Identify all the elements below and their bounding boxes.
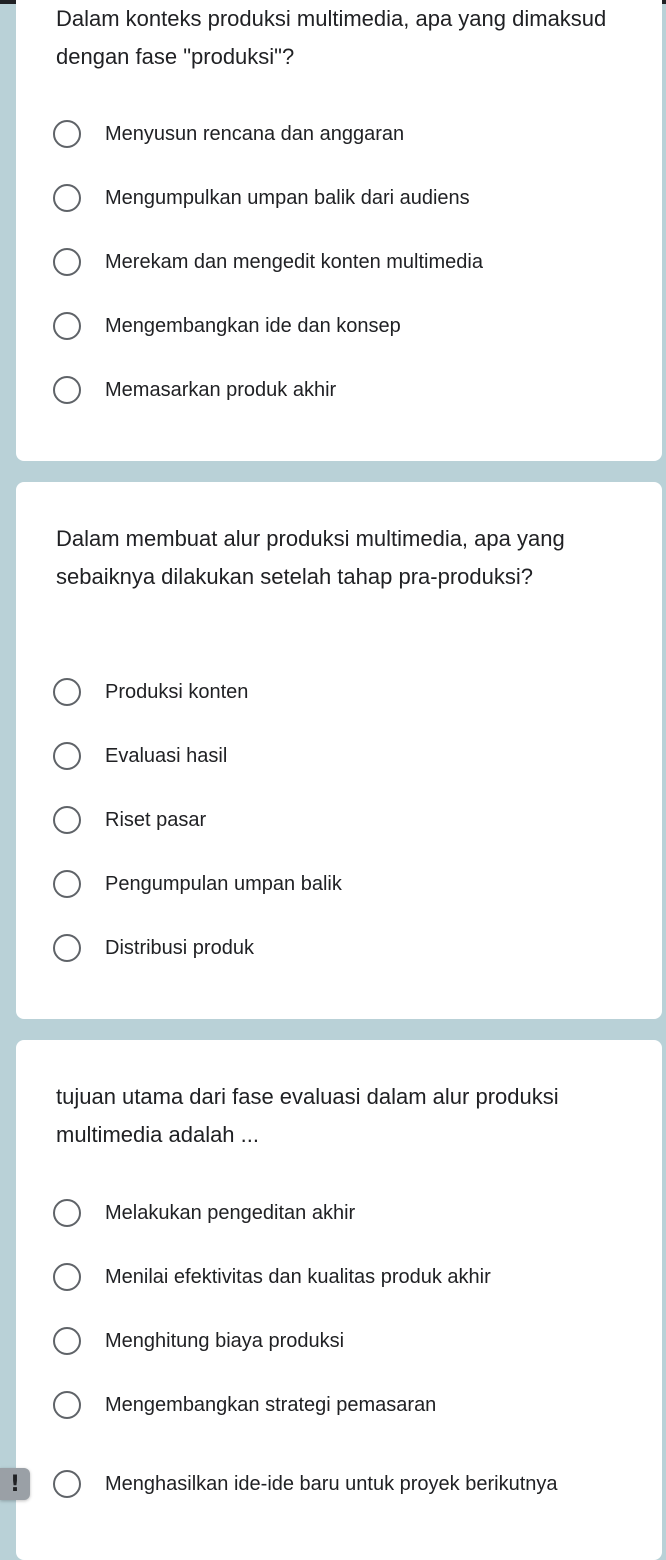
radio-circle-icon[interactable] xyxy=(53,742,81,770)
question-title: tujuan utama dari fase evaluasi dalam alur produksi multimedia adalah ... xyxy=(56,1084,559,1147)
option-radio[interactable] xyxy=(53,931,254,965)
option-radio[interactable] xyxy=(53,803,206,837)
radio-circle-icon[interactable] xyxy=(53,1263,81,1291)
option-radio[interactable] xyxy=(53,245,483,279)
radio-circle-icon[interactable] xyxy=(53,120,81,148)
option-radio[interactable] xyxy=(53,1324,344,1358)
option-label: Riset pasar xyxy=(105,809,207,831)
radio-circle-icon[interactable] xyxy=(53,376,81,404)
exclamation-icon[interactable] xyxy=(0,1468,30,1500)
option-label: Menghitung biaya produksi xyxy=(105,1330,345,1352)
option-label: Menyusun rencana dan anggaran xyxy=(105,123,405,145)
option-radio[interactable] xyxy=(53,739,227,773)
question-title: Dalam membuat alur produksi multimedia, apa yang sebaiknya dilakukan setelah tahap pra-produksi? xyxy=(56,526,565,589)
radio-circle-icon[interactable] xyxy=(53,678,81,706)
option-label: Mengembangkan strategi pemasaran xyxy=(105,1394,437,1416)
option-label: Pengumpulan umpan balik xyxy=(105,873,342,895)
radio-circle-icon[interactable] xyxy=(53,184,81,212)
option-label: Mengembangkan ide dan konsep xyxy=(105,315,401,337)
radio-circle-icon[interactable] xyxy=(53,312,81,340)
option-radio[interactable] xyxy=(53,1260,491,1294)
radio-circle-icon[interactable] xyxy=(53,1327,81,1355)
option-radio[interactable] xyxy=(53,117,404,151)
option-label: Menilai efektivitas dan kualitas produk akhir xyxy=(105,1266,491,1288)
question-title: Dalam konteks produksi multimedia, apa yang dimaksud dengan fase "produksi"? xyxy=(56,6,607,69)
option-label: Melakukan pengeditan akhir xyxy=(105,1202,356,1224)
option-label: Merekam dan mengedit konten multimedia xyxy=(105,251,483,273)
option-radio[interactable] xyxy=(53,181,470,215)
question-card-2 xyxy=(16,482,662,1019)
question-card-3 xyxy=(16,1040,662,1560)
radio-circle-icon[interactable] xyxy=(53,806,81,834)
option-label: Mengumpulkan umpan balik dari audiens xyxy=(105,187,470,209)
question-card-1 xyxy=(16,0,662,461)
option-label: Distribusi produk xyxy=(105,937,254,959)
option-radio[interactable] xyxy=(53,1388,436,1422)
radio-circle-icon[interactable] xyxy=(53,1470,81,1498)
option-radio[interactable] xyxy=(53,1196,355,1230)
option-label: Produksi konten xyxy=(105,681,249,703)
option-radio[interactable] xyxy=(53,867,342,901)
radio-circle-icon[interactable] xyxy=(53,870,81,898)
option-radio[interactable] xyxy=(53,373,336,407)
radio-circle-icon[interactable] xyxy=(53,1391,81,1419)
option-label: Menghasilkan ide-ide baru untuk proyek berikutnya xyxy=(105,1473,558,1495)
exclamation-glyph: ! xyxy=(9,1471,21,1497)
option-label: Memasarkan produk akhir xyxy=(105,379,337,401)
option-radio[interactable] xyxy=(53,1450,585,1518)
radio-circle-icon[interactable] xyxy=(53,934,81,962)
radio-circle-icon[interactable] xyxy=(53,248,81,276)
radio-circle-icon[interactable] xyxy=(53,1199,81,1227)
option-label: Evaluasi hasil xyxy=(105,745,228,767)
option-radio[interactable] xyxy=(53,309,401,343)
option-radio[interactable] xyxy=(53,675,248,709)
